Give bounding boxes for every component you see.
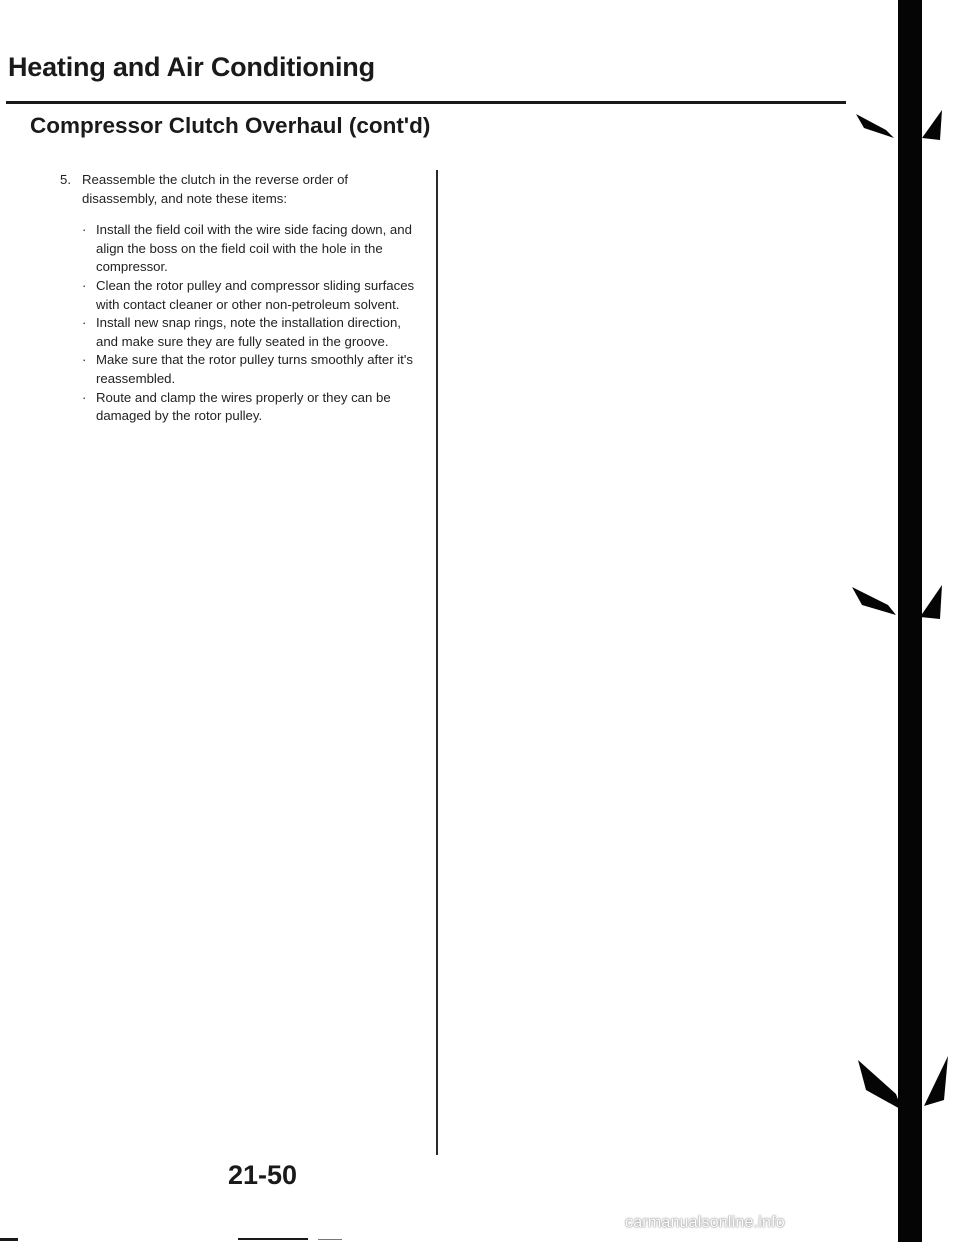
bullet-icon: ·: [82, 352, 87, 368]
bullet-text: Install the field coil with the wire side facing down, and align the boss on the field coil with the hole in the compressor.: [96, 222, 412, 275]
step-text: Reassemble the clutch in the reverse order of disassembly, and note these items:: [82, 172, 349, 206]
list-item: [82, 221, 420, 277]
step-number: 5.: [60, 172, 71, 187]
procedure-content: [60, 171, 420, 426]
list-item: [82, 277, 420, 314]
column-divider: [436, 170, 438, 1155]
procedure-step: [60, 171, 420, 208]
bullet-icon: ·: [82, 277, 87, 293]
section-title: Compressor Clutch Overhaul (cont'd): [30, 113, 431, 138]
bullet-text: Make sure that the rotor pulley turns smoothly after it's reassembled.: [96, 352, 413, 386]
bullet-text: Clean the rotor pulley and compressor sliding surfaces with contact cleaner or other non-petroleum solvent.: [96, 277, 415, 312]
tab-notch-icon: [844, 100, 944, 160]
page-number: 21-50: [228, 1160, 298, 1190]
footer-scan-marks: [0, 1236, 960, 1242]
list-item: [82, 389, 420, 426]
bullet-text: Install new snap rings, note the installation direction, and make sure they are fully seated in the groove.: [96, 315, 401, 349]
bullet-icon: ·: [82, 389, 87, 405]
bullet-icon: ·: [82, 222, 87, 238]
page-title: Heating and Air Conditioning: [8, 52, 375, 82]
bullet-icon: ·: [82, 315, 87, 331]
bullet-list: [82, 221, 420, 426]
tab-notch-icon: [844, 1050, 954, 1120]
bullet-text: Route and clamp the wires properly or they can be damaged by the rotor pulley.: [96, 389, 391, 424]
watermark: carmanualsonline.info: [625, 1214, 785, 1231]
list-item: [82, 351, 420, 388]
list-item: [82, 314, 420, 351]
tab-notch-icon: [844, 575, 944, 635]
title-rule: [6, 101, 846, 104]
